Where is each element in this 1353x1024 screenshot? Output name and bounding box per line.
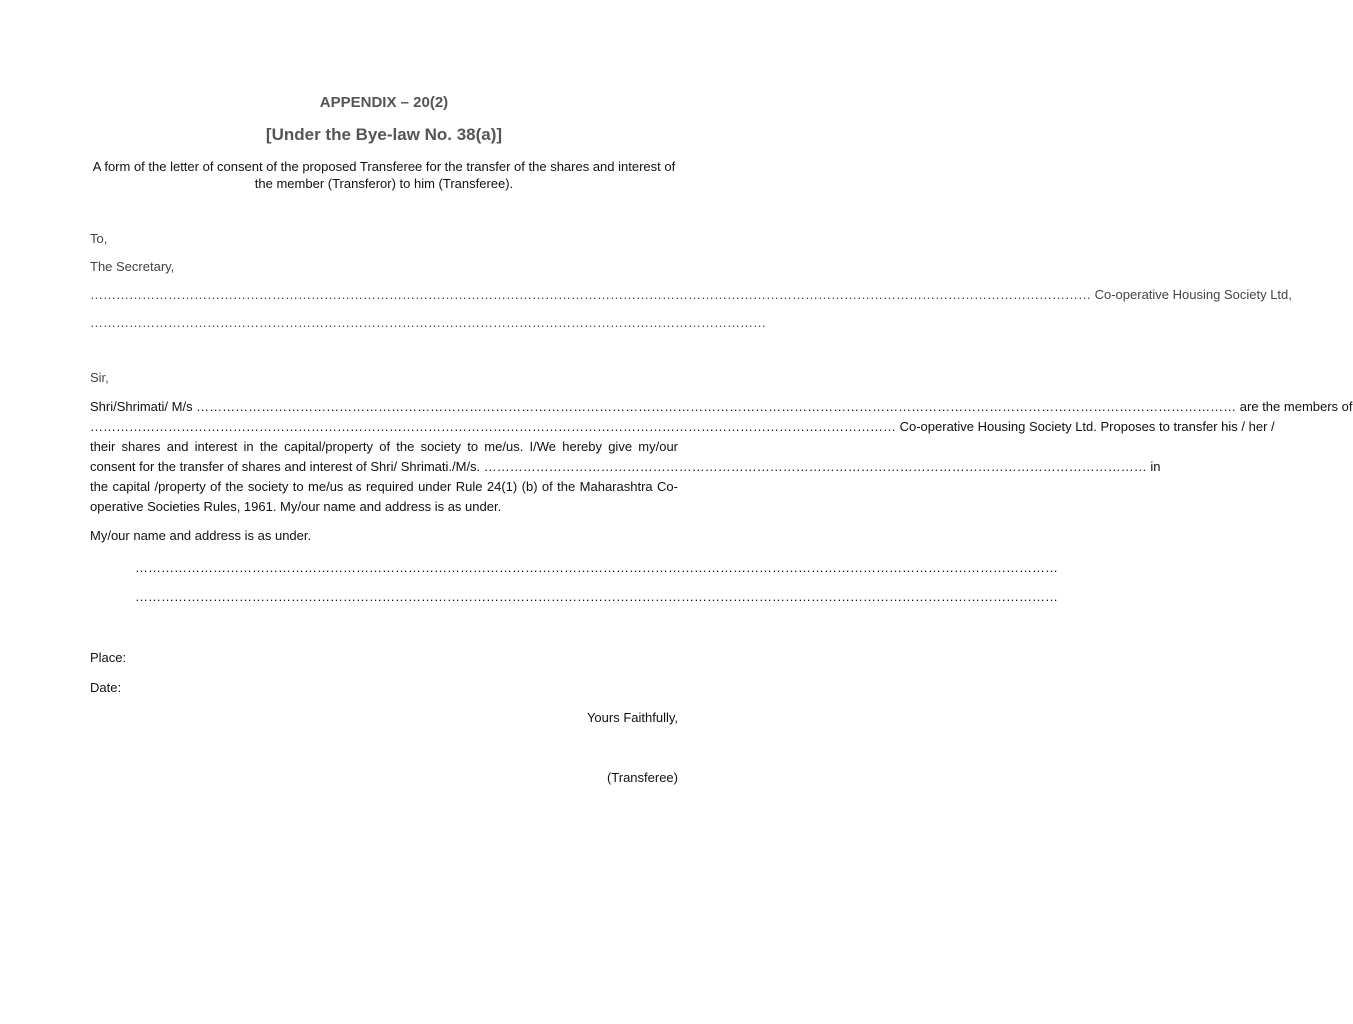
bye-law-subtitle: [Under the Bye-law No. 38(a)] (265, 125, 503, 144)
name-address-label: My/our name and address is as under. (90, 528, 312, 543)
paragraph-line-text: consent for the transfer of shares and interest of Shri/ Shrimati./M/s. ……………………………………………………………………………………………………………………………………… in (90, 459, 1161, 474)
society-name-text: …………………………………………………………………………………………………………………………………………………………………………………………………………… Co-operative Housing Society Ltd, (90, 287, 1292, 302)
name-blank-line (135, 560, 1058, 575)
paragraph-line (90, 417, 1275, 437)
signatory-label: (Transferee) (606, 770, 678, 785)
paragraph-line-text: …………………………………………………………………………………………………………………………………………………………………… Co-operative Housing Society Ltd. Proposes to transfer his / her / (90, 419, 1275, 434)
paragraph-line (90, 397, 1353, 417)
form-description-line: A form of the letter of consent of the proposed Transferee for the transfer of the shares and interest of (92, 159, 676, 174)
appendix-title: APPENDIX – 20(2) (319, 94, 449, 111)
salutation: Sir, (90, 370, 109, 385)
consent-paragraph (90, 397, 1353, 517)
paragraph-line: operative Societies Rules, 1961. My/our name and address is as under. (90, 499, 502, 514)
closing-text: Yours Faithfully, (586, 710, 678, 725)
place-label: Place: (90, 650, 127, 665)
name-blank-dots: …………………………………………………………………………………………………………………………………………………………………………………………… (135, 560, 1058, 575)
address-blank-dots: …………………………………………………………………………………………………………………………………………………………………………………………… (135, 589, 1058, 604)
society-name-line (90, 287, 1292, 302)
paragraph-line: their shares and interest in the capital/property of the society to me/us. I/We hereby give my/our (90, 439, 678, 454)
recipient-label: The Secretary, (90, 259, 175, 274)
paragraph-line: the capital /property of the society to me/us as required under Rule 24(1) (b) of the Maharashtra Co- (90, 479, 678, 494)
date-label: Date: (90, 680, 122, 695)
paragraph-line-text: Shri/Shrimati/ M/s …………………………………………………………………………………………………………………………………………………………………………………………………………………… are the members of (90, 399, 1353, 414)
to-label: To, (90, 231, 108, 246)
society-address-line (90, 315, 766, 330)
paragraph-line (90, 457, 1161, 477)
society-address-dots: ………………………………………………………………………………………………………………………………………… (90, 315, 766, 330)
form-description (90, 158, 678, 192)
address-blank-line (135, 589, 1058, 604)
form-description-line: the member (Transferor) to him (Transferee). (254, 176, 514, 191)
